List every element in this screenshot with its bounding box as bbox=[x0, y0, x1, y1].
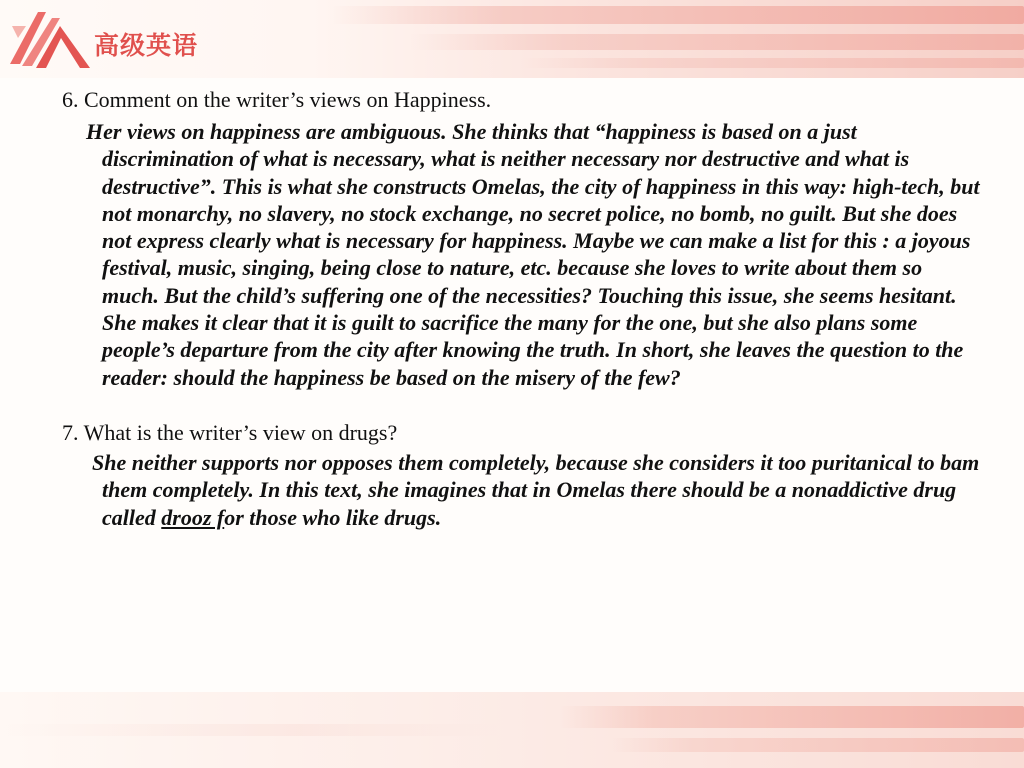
drug-name-underlined: drooz f bbox=[161, 504, 225, 530]
header-stripe bbox=[520, 58, 1024, 68]
footer-stripe bbox=[610, 738, 1024, 752]
question-7: 7. What is the writer’s view on drugs? bbox=[62, 419, 398, 445]
question-6: 6. Comment on the writer’s views on Happiness. bbox=[62, 87, 492, 112]
slide-content bbox=[62, 86, 982, 531]
course-logo-icon bbox=[8, 8, 92, 74]
course-title: 高级英语 bbox=[94, 31, 199, 60]
answer-7 bbox=[62, 449, 982, 531]
footer-stripe bbox=[560, 706, 1024, 728]
header-stripe bbox=[330, 6, 1024, 24]
answer-7-text-end: or those who like drugs. bbox=[224, 504, 442, 530]
answer-7-text: She neither supports nor opposes them completely, because she considers it too puritanical to bam them completely. In this text, she imagines that in Omelas there should be a nonaddictive drug called bbox=[92, 449, 980, 530]
footer-stripe bbox=[0, 724, 500, 736]
answer-6: Her views on happiness are ambiguous. She thinks that “happiness is based on a just discrimination of what is necessary, what is neither necessary nor destructive and what is destructive”. This is what she constructs Omelas, the city of happiness in this way: high-tech, but not monarchy, no slavery, no stock exchange, no secret police, no bomb, no guilt. But she does not express clearly what is necessary for happiness. Maybe we can make a list for this : a joyous festival, music, singing, being close to nature, etc. because she loves to write about them so much. But the child’s suffering one of the necessities? Touching this issue, she seems hesitant. She makes it clear that it is guilt to sacrifice the many for the one, but she also plans some people’s departure from the city after knowing the truth. In short, she leaves the question to the reader: should the happiness be based on the misery of the few? bbox=[86, 119, 980, 390]
header-stripe bbox=[410, 34, 1024, 50]
